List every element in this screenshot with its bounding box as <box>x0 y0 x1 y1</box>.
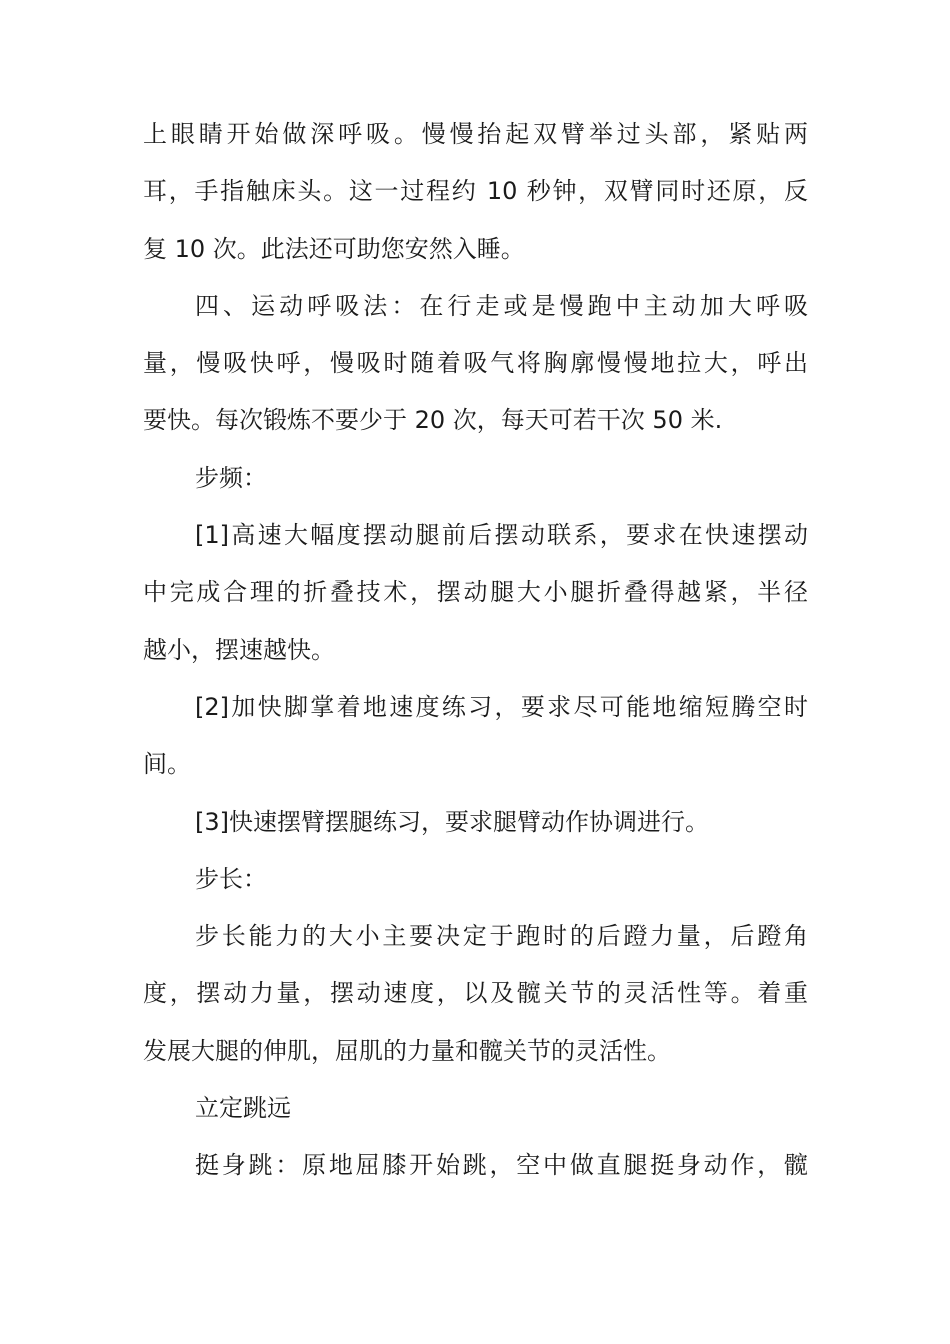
text-line: 中完成合理的折叠技术，摆动腿大小腿折叠得越紧，半径 <box>143 578 808 607</box>
document-body <box>143 106 808 1195</box>
text-line: 上眼睛开始做深呼吸。慢慢抬起双臂举过头部，紧贴两 <box>143 120 808 148</box>
text-line: 步长能力的大小主要决定于跑时的后蹬力量，后蹬角 <box>195 922 808 951</box>
text-line: [2]加快脚掌着地速度练习，要求尽可能地缩短腾空时 <box>195 692 808 721</box>
text-line: 四、运动呼吸法：在行走或是慢跑中主动加大呼吸 <box>195 291 808 320</box>
text-line: [3]快速摆臂摆腿练习，要求腿臂动作协调进行。 <box>195 807 709 836</box>
text-line: 立定跳远 <box>195 1094 291 1123</box>
text-line: 耳，手指触床头。这一过程约 10 秒钟，双臂同时还原，反 <box>143 177 808 206</box>
text-line: 间。 <box>143 750 191 779</box>
text-line: 越小，摆速越快。 <box>143 635 335 664</box>
text-line: 复 10 次。此法还可助您安然入睡。 <box>143 234 525 263</box>
text-line: 步频： <box>195 463 267 492</box>
text-line: 要快。每次锻炼不要少于 20 次，每天可若干次 50 米. <box>143 406 723 435</box>
text-line: 步长： <box>195 864 267 893</box>
text-line: [1]高速大幅度摆动腿前后摆动联系，要求在快速摆动 <box>195 521 808 550</box>
text-line: 量，慢吸快呼，慢吸时随着吸气将胸廓慢慢地拉大，呼出 <box>143 349 808 378</box>
text-line: 发展大腿的伸肌，屈肌的力量和髋关节的灵活性。 <box>143 1036 671 1065</box>
text-line: 挺身跳：原地屈膝开始跳，空中做直腿挺身动作，髋 <box>195 1151 808 1180</box>
text-line: 度，摆动力量，摆动速度，以及髋关节的灵活性等。着重 <box>143 979 808 1008</box>
